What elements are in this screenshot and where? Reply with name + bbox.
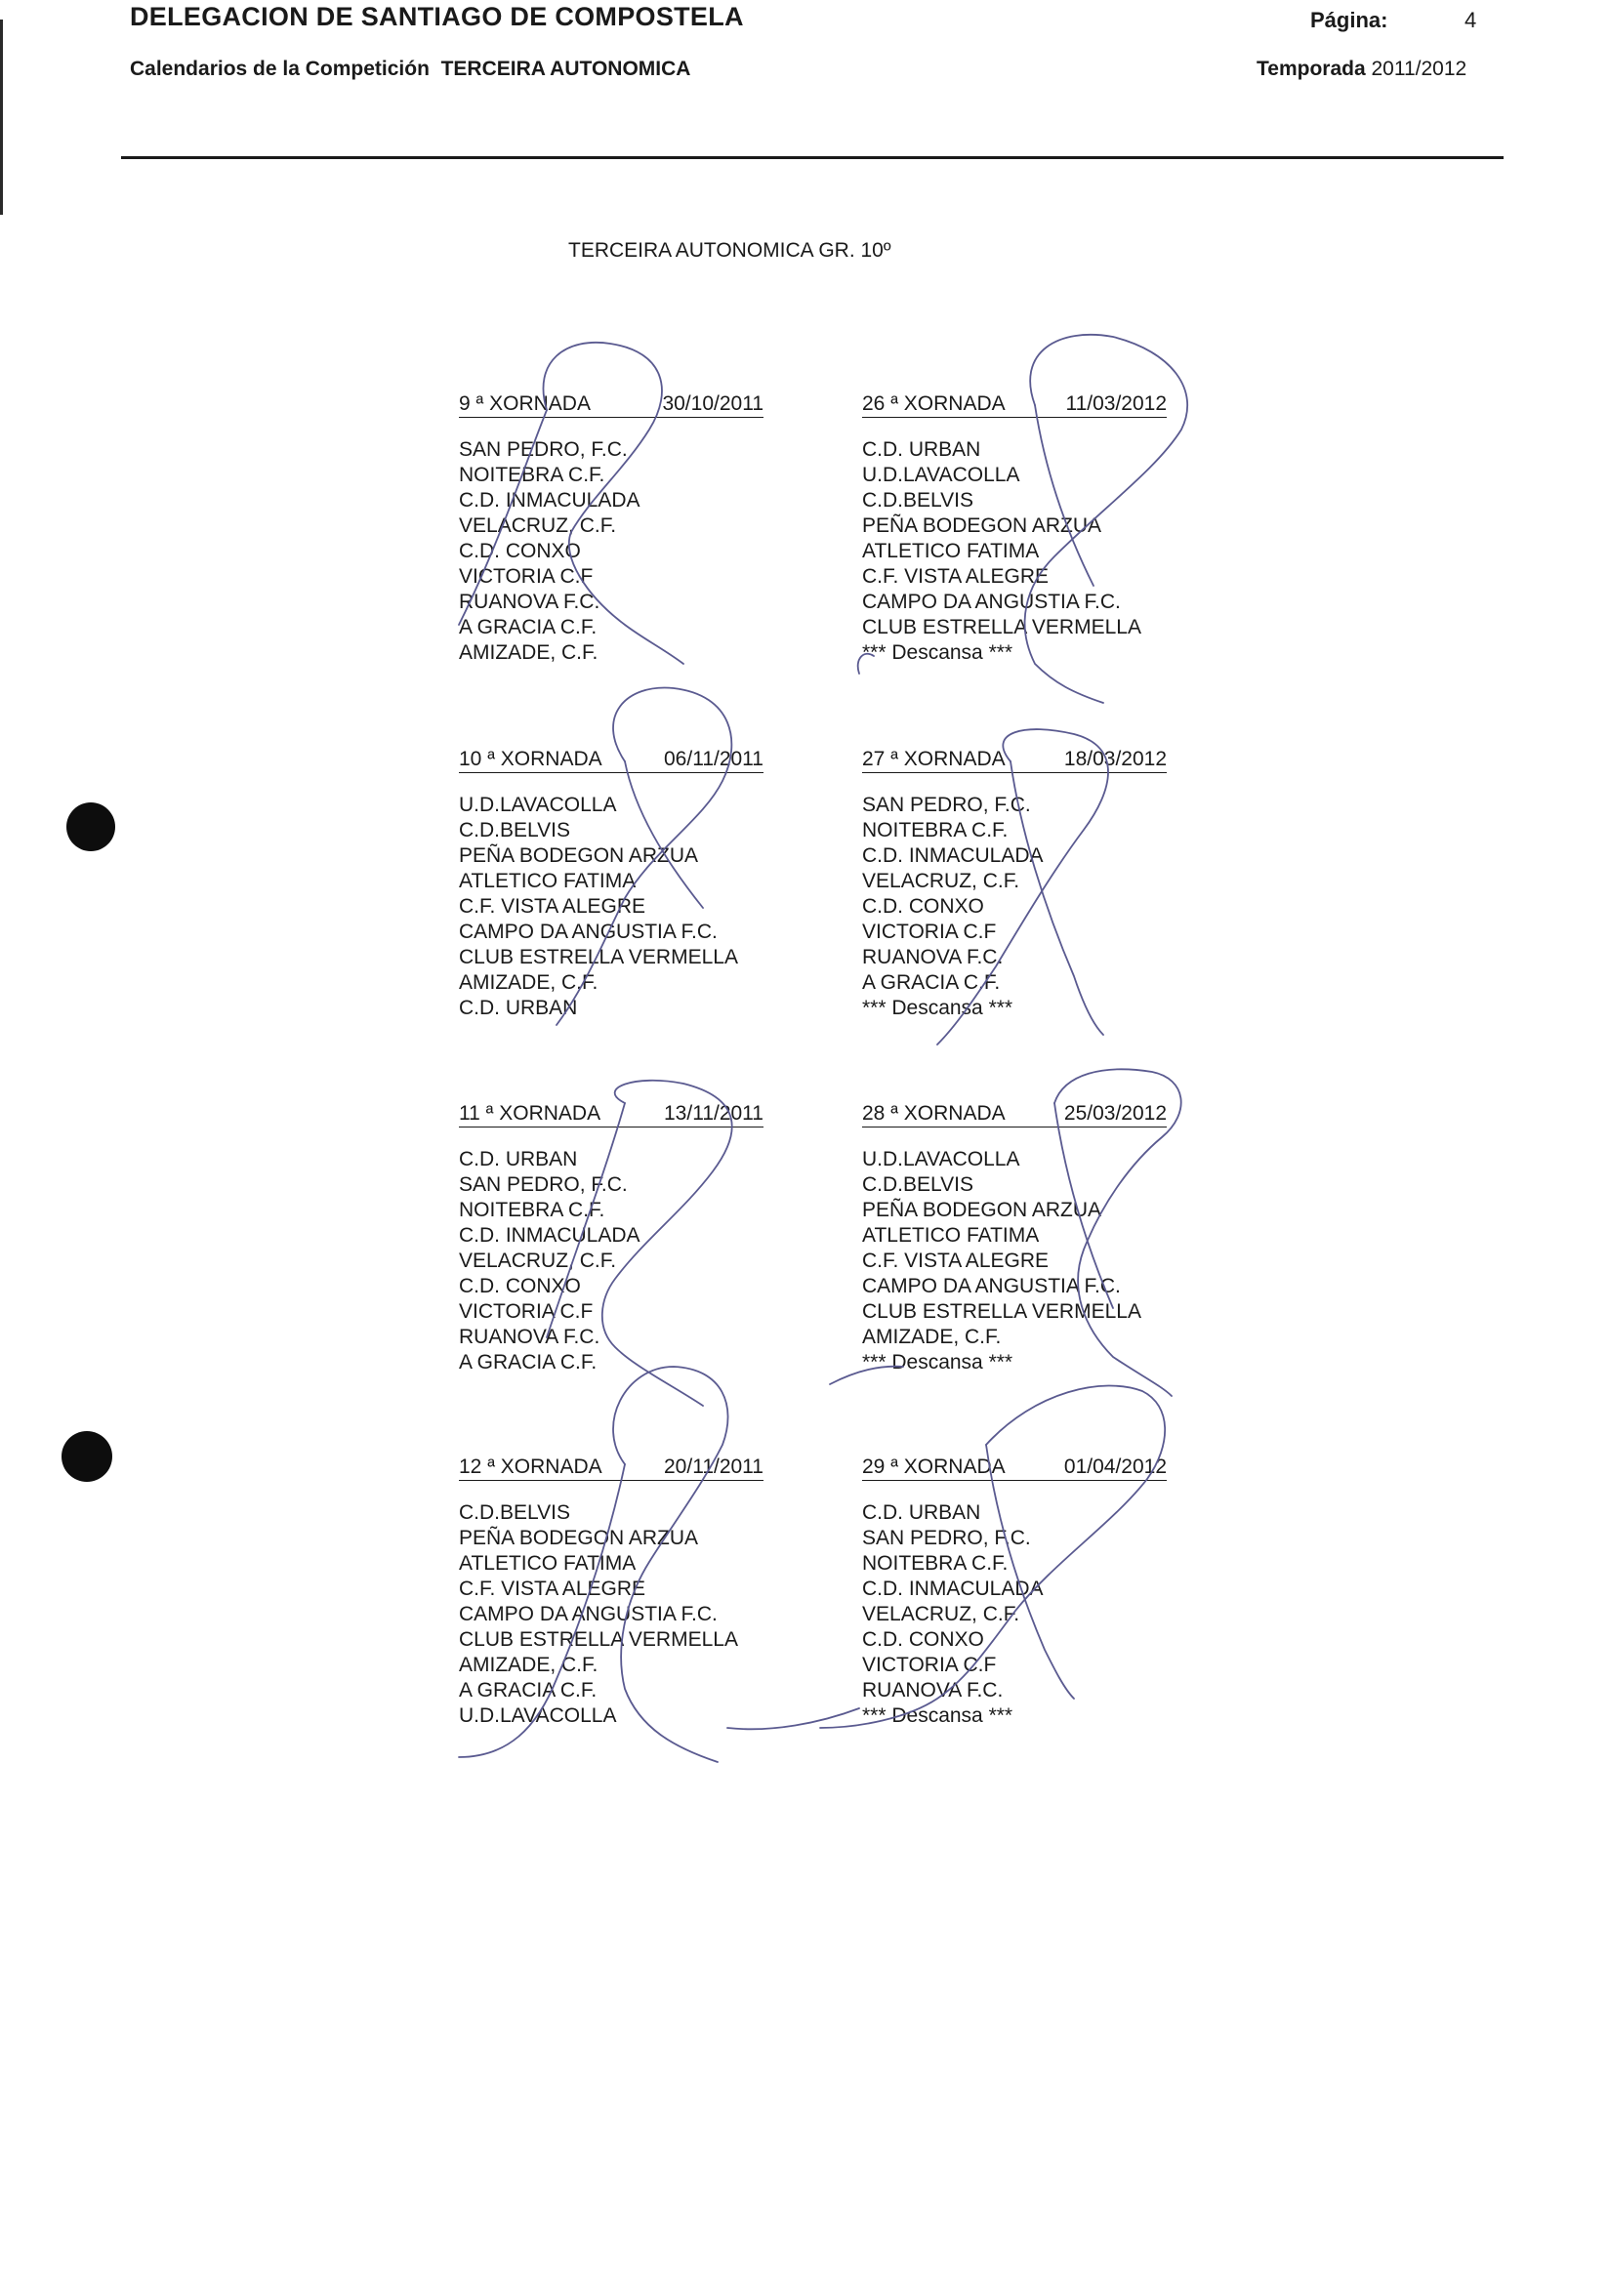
- round-date: 25/03/2012: [1063, 1102, 1167, 1125]
- team-item: ATLETICO FATIMA: [459, 1552, 637, 1575]
- team-item: VICTORIA C.F: [862, 921, 997, 943]
- team-item: C.D. CONXO: [862, 1628, 984, 1651]
- team-item: NOITEBRA C.F.: [862, 819, 1009, 841]
- team-item: C.D. INMACULADA: [459, 1224, 640, 1247]
- team-item: C.F. VISTA ALEGRE: [459, 895, 646, 918]
- team-item: SAN PEDRO, F.C.: [459, 1173, 628, 1196]
- round-date: 01/04/2012: [1063, 1456, 1167, 1478]
- team-item: RUANOVA F.C.: [459, 1326, 600, 1348]
- team-item: VICTORIA C.F: [459, 1300, 594, 1323]
- team-item: VELACRUZ, C.F.: [459, 1250, 617, 1272]
- team-list: [862, 1500, 1167, 1729]
- round-header: [862, 746, 1167, 773]
- round-block: [459, 390, 763, 666]
- team-item: CLUB ESTRELLA VERMELLA: [862, 1300, 1141, 1323]
- team-item: C.D. URBAN: [862, 1501, 981, 1524]
- page-number: 4: [1465, 8, 1477, 32]
- team-item: VICTORIA C.F: [862, 1654, 997, 1676]
- page-label: Página:: [1310, 8, 1388, 32]
- scan-edge: [0, 20, 3, 215]
- team-item: PEÑA BODEGON ARZUA: [459, 844, 699, 867]
- round-date: 30/10/2011: [662, 392, 763, 415]
- team-item: *** Descansa ***: [862, 997, 1013, 1019]
- round-header: [459, 390, 763, 418]
- team-item: C.D.BELVIS: [862, 1173, 973, 1196]
- team-list: [862, 1147, 1167, 1375]
- round-date: 13/11/2011: [664, 1102, 763, 1125]
- team-item: NOITEBRA C.F.: [459, 1199, 605, 1221]
- round-block: [459, 1454, 763, 1729]
- round-date: 20/11/2011: [664, 1456, 763, 1478]
- round-label: 27 ª XORNADA: [862, 748, 1006, 770]
- team-item: U.D.LAVACOLLA: [862, 464, 1020, 486]
- team-item: U.D.LAVACOLLA: [862, 1148, 1020, 1170]
- team-item: RUANOVA F.C.: [459, 591, 600, 613]
- team-item: C.D. URBAN: [459, 1148, 578, 1170]
- round-header: [862, 390, 1167, 418]
- team-list: [459, 437, 763, 666]
- team-item: C.D.BELVIS: [459, 1501, 570, 1524]
- team-list: [459, 793, 763, 1021]
- team-item: RUANOVA F.C.: [862, 1679, 1004, 1702]
- team-item: C.D.BELVIS: [862, 489, 973, 512]
- team-item: PEÑA BODEGON ARZUA: [459, 1527, 699, 1549]
- punch-hole-top: [66, 802, 115, 851]
- group-title: TERCEIRA AUTONOMICA GR. 10º: [568, 239, 891, 262]
- team-item: A GRACIA C.F.: [862, 971, 1001, 994]
- team-item: AMIZADE, C.F.: [459, 1654, 598, 1676]
- team-item: VICTORIA C.F: [459, 565, 594, 588]
- team-item: AMIZADE, C.F.: [459, 641, 598, 664]
- season-label: Temporada: [1257, 58, 1366, 80]
- season: [1257, 58, 1466, 81]
- team-item: *** Descansa ***: [862, 1351, 1013, 1374]
- team-item: AMIZADE, C.F.: [459, 971, 598, 994]
- team-list: [862, 793, 1167, 1021]
- round-block: [862, 1100, 1167, 1375]
- team-item: CAMPO DA ANGUSTIA F.C.: [862, 1275, 1121, 1297]
- round-header: [862, 1100, 1167, 1128]
- round-date: 06/11/2011: [664, 748, 763, 770]
- team-item: CAMPO DA ANGUSTIA F.C.: [862, 591, 1121, 613]
- team-item: A GRACIA C.F.: [459, 1351, 598, 1374]
- round-label: 10 ª XORNADA: [459, 748, 602, 770]
- team-list: [459, 1500, 763, 1729]
- team-item: SAN PEDRO, F.C.: [862, 794, 1031, 816]
- round-date: 18/03/2012: [1063, 748, 1167, 770]
- team-item: VELACRUZ, C.F.: [862, 1603, 1020, 1625]
- round-label: 12 ª XORNADA: [459, 1456, 602, 1478]
- team-item: VELACRUZ, C.F.: [862, 870, 1020, 892]
- team-item: CAMPO DA ANGUSTIA F.C.: [459, 1603, 718, 1625]
- punch-hole-bottom: [62, 1431, 112, 1482]
- season-value: 2011/2012: [1371, 58, 1467, 80]
- team-item: ATLETICO FATIMA: [459, 870, 637, 892]
- team-item: RUANOVA F.C.: [862, 946, 1004, 968]
- round-label: 9 ª XORNADA: [459, 392, 591, 415]
- organization-title: DELEGACION DE SANTIAGO DE COMPOSTELA: [130, 2, 744, 31]
- team-item: NOITEBRA C.F.: [459, 464, 605, 486]
- team-item: VELACRUZ, C.F.: [459, 514, 617, 537]
- round-block: [459, 1100, 763, 1375]
- team-item: C.D. INMACULADA: [862, 1578, 1044, 1600]
- team-item: C.D. CONXO: [459, 540, 581, 562]
- team-item: CLUB ESTRELLA VERMELLA: [862, 616, 1141, 638]
- round-block: [862, 1454, 1167, 1729]
- team-item: U.D.LAVACOLLA: [459, 1704, 617, 1727]
- team-item: SAN PEDRO, F.C.: [459, 438, 628, 461]
- round-block: [459, 746, 763, 1021]
- team-item: C.F. VISTA ALEGRE: [459, 1578, 646, 1600]
- team-item: C.D. INMACULADA: [459, 489, 640, 512]
- round-header: [862, 1454, 1167, 1481]
- round-header: [459, 1454, 763, 1481]
- team-item: *** Descansa ***: [862, 641, 1013, 664]
- round-date: 11/03/2012: [1065, 392, 1167, 415]
- team-item: PEÑA BODEGON ARZUA: [862, 1199, 1102, 1221]
- round-header: [459, 746, 763, 773]
- team-list: [862, 437, 1167, 666]
- team-item: CLUB ESTRELLA VERMELLA: [459, 1628, 738, 1651]
- team-item: U.D.LAVACOLLA: [459, 794, 617, 816]
- team-item: C.D. URBAN: [862, 438, 981, 461]
- team-item: C.F. VISTA ALEGRE: [862, 565, 1050, 588]
- team-item: NOITEBRA C.F.: [862, 1552, 1009, 1575]
- header-divider: [121, 156, 1504, 159]
- team-item: C.D. CONXO: [459, 1275, 581, 1297]
- team-item: C.D. URBAN: [459, 997, 578, 1019]
- round-block: [862, 746, 1167, 1021]
- team-item: PEÑA BODEGON ARZUA: [862, 514, 1102, 537]
- team-item: ATLETICO FATIMA: [862, 1224, 1040, 1247]
- round-label: 26 ª XORNADA: [862, 392, 1006, 415]
- team-list: [459, 1147, 763, 1375]
- team-item: A GRACIA C.F.: [459, 1679, 598, 1702]
- round-label: 29 ª XORNADA: [862, 1456, 1006, 1478]
- team-item: A GRACIA C.F.: [459, 616, 598, 638]
- team-item: C.F. VISTA ALEGRE: [862, 1250, 1050, 1272]
- team-item: AMIZADE, C.F.: [862, 1326, 1002, 1348]
- team-item: C.D. INMACULADA: [862, 844, 1044, 867]
- team-item: C.D. CONXO: [862, 895, 984, 918]
- round-label: 11 ª XORNADA: [459, 1102, 601, 1125]
- round-block: [862, 390, 1167, 666]
- team-item: CLUB ESTRELLA VERMELLA: [459, 946, 738, 968]
- team-item: *** Descansa ***: [862, 1704, 1013, 1727]
- round-label: 28 ª XORNADA: [862, 1102, 1006, 1125]
- team-item: CAMPO DA ANGUSTIA F.C.: [459, 921, 718, 943]
- team-item: C.D.BELVIS: [459, 819, 570, 841]
- round-header: [459, 1100, 763, 1128]
- team-item: SAN PEDRO, F.C.: [862, 1527, 1031, 1549]
- competition-subtitle: Calendarios de la Competición TERCEIRA AUTONOMICA: [130, 58, 691, 80]
- team-item: ATLETICO FATIMA: [862, 540, 1040, 562]
